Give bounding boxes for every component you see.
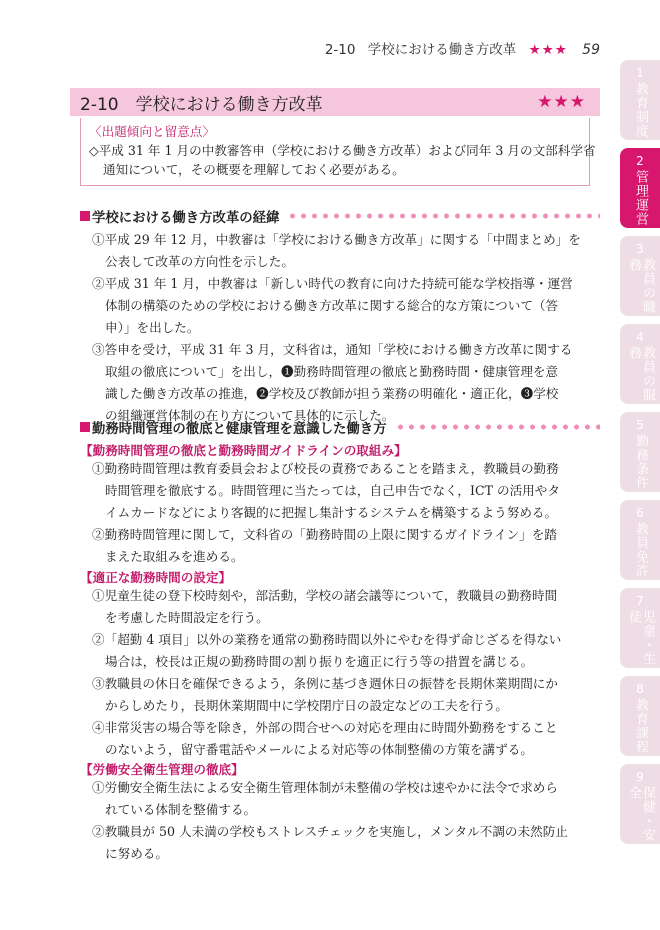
section-heading-text: 勤務時間管理の徹底と健康管理を意識した働き方 (92, 421, 387, 437)
side-tab-7[interactable] (620, 588, 660, 668)
list-line: 申）」を出した。 (105, 320, 200, 335)
tab-number: 9 (636, 770, 644, 784)
list-line: 取組の徹底について」を出し，❶勤務時間管理の徹底と勤務時間・健康管理を意 (105, 364, 559, 379)
side-tab-6[interactable] (620, 500, 660, 580)
section-title: 2-10 学校における働き方改革 (80, 94, 323, 115)
list-line: ①児童生徒の登下校時刻や，部活動，学校の諸会議等について，教職員の勤務時間 (92, 588, 558, 603)
side-tab-3[interactable] (620, 236, 660, 316)
trend-line: ◇平成 31 年 1 月の中教審答申（学校における働き方改革）および同年 3 月の文部科学省 (89, 143, 596, 158)
tab-label: 勤務条件 (633, 434, 648, 490)
subsection-heading-proper-hours: 【適正な勤務時間の設定】 (80, 570, 232, 585)
list-line: ①平成 29 年 12 月，中教審は「学校における働き方改革」に関する「中間まとめ」を (92, 232, 581, 247)
running-header-stars: ★★★ (528, 42, 568, 58)
side-tab-5[interactable] (620, 412, 660, 492)
list-line: 体制の構築のための学校における働き方改革に関する総合的な方策について（答 (105, 298, 559, 313)
list-line: れている体制を整備する。 (105, 802, 257, 817)
list-line: 公表して改革の方向性を示した。 (105, 254, 294, 269)
list-line: まえた取組みを進める。 (105, 549, 244, 564)
side-tab-2[interactable] (620, 148, 660, 228)
section-heading-history (80, 206, 600, 226)
tab-number: 5 (636, 418, 644, 432)
square-bullet-icon (80, 422, 90, 432)
list-line: ②「超勤 4 項目」以外の業務を通常の勤務時間以外にやむを得ず命じざるを得ない (92, 632, 562, 647)
tab-label: 教員の服務 (626, 346, 655, 402)
list-line: の組織運営体制の在り方について具体的に示した。 (105, 408, 395, 423)
importance-stars: ★★★ (537, 92, 586, 112)
side-tab-8[interactable] (620, 676, 660, 756)
list-line: ②勤務時間管理に関して，文科省の「勤務時間の上限に関するガイドライン」を踏 (92, 527, 557, 542)
history-list (92, 229, 596, 427)
list-line: からしめたり，長期休業期間中に学校閉庁日の設定などの工夫を行う。 (105, 698, 508, 713)
list-line: ②教職員が 50 人未満の学校もストレスチェックを実施し，メンタル不調の未然防止 (92, 824, 568, 839)
proper-hours-list (92, 585, 596, 761)
tab-label: 児童・生徒 (626, 610, 655, 666)
list-line: を考慮した時間設定を行う。 (105, 610, 269, 625)
list-line: のないよう，留守番電話やメールによる対応等の体制整備の方策を講ずる。 (105, 742, 533, 757)
list-line: ③教職員の休日を確保できるよう，条例に基づき週休日の振替を長期休業期間にか (92, 676, 558, 691)
tab-number: 2 (636, 154, 644, 168)
tab-number: 6 (636, 506, 644, 520)
list-line: ④非常災害の場合等を除き，外部の問合せへの対応を理由に時間外勤務をすること (92, 720, 558, 735)
tab-number: 3 (636, 242, 644, 256)
trend-line: 通知について，その概要を理解しておく必要がある。 (103, 162, 405, 177)
list-line: 場合は，校長は正規の勤務時間の割り振りを適正に行う等の措置を講じる。 (105, 654, 534, 669)
list-line: 識した働き方改革の推進，❷学校及び教師が担う業務の明確化・適正化，❸学校 (105, 386, 559, 401)
running-header-title: 学校における働き方改革 (367, 42, 517, 58)
side-tab-9[interactable] (620, 764, 660, 844)
list-line: ③答申を受け，平成 31 年 3 月，文科省は，通知「学校における働き方改革に関する (92, 342, 573, 357)
section-heading-text: 学校における働き方改革の経緯 (92, 210, 280, 226)
list-line: ①労働安全衛生法による安全衛生管理体制が未整備の学校は速やかに法令で求めら (92, 780, 558, 795)
running-header (300, 38, 600, 60)
subsection-heading-guideline: 【勤務時間管理の徹底と勤務時間ガイドラインの取組み】 (80, 443, 407, 458)
tab-number: 4 (636, 330, 644, 344)
tab-label: 教員の職務 (626, 258, 655, 314)
dotted-rule (287, 213, 600, 219)
list-line: 時間管理を徹底する。時間管理に当たっては，自己申告でなく，ICT の活用やタ (105, 483, 560, 498)
tab-label: 保健・安全 (626, 786, 655, 842)
list-line: イムカードなどにより客観的に把握し集計するシステムを構築するよう努める。 (105, 505, 558, 520)
tab-label: 教育課程 (633, 698, 648, 754)
tab-number: 1 (636, 66, 644, 80)
page-number: 59 (582, 42, 600, 58)
tab-number: 8 (636, 682, 644, 696)
subsection-heading-safety: 【労働安全衛生管理の徹底】 (80, 762, 244, 777)
list-line: ②平成 31 年 1 月，中教審は「新しい時代の教育に向けた持続可能な学校指導・運営 (92, 276, 573, 291)
dotted-rule (395, 424, 600, 430)
running-header-section: 2-10 (324, 42, 356, 58)
trend-box (80, 118, 596, 186)
square-bullet-icon (80, 211, 90, 221)
tab-label: 教員免許 (633, 522, 648, 578)
side-tab-4[interactable] (620, 324, 660, 404)
safety-list (92, 777, 596, 865)
guideline-list (92, 458, 596, 568)
tab-label: 管理運営 (633, 170, 648, 226)
list-line: に努める。 (105, 846, 168, 861)
list-line: ①勤務時間管理は教育委員会および校長の責務であることを踏まえ，教職員の勤務 (92, 461, 559, 476)
section-heading-work-time (80, 417, 600, 437)
trend-heading: 〈出題傾向と留意点〉 (89, 124, 215, 139)
section-title-bar (70, 88, 600, 116)
tab-label: 教育制度 (633, 82, 648, 138)
side-tab-1[interactable] (620, 60, 660, 140)
tab-number: 7 (636, 594, 644, 608)
